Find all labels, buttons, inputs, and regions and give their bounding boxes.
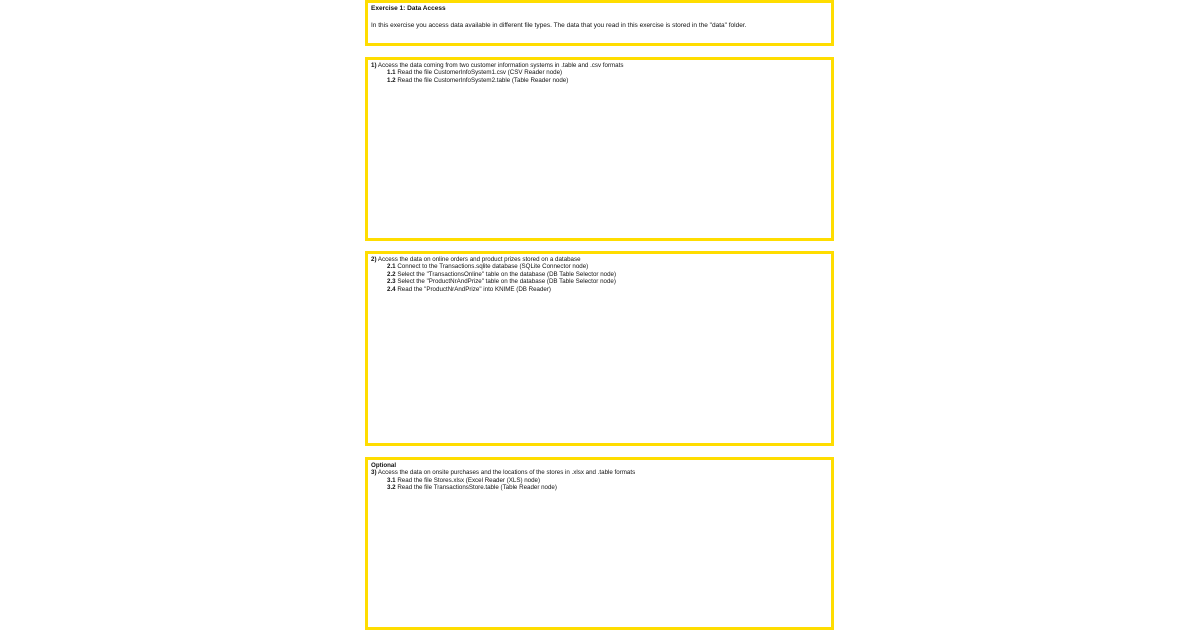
step2-text: Access the data on online orders and product prizes stored on a database	[377, 256, 581, 263]
step3-item-2: 3.2 Read the file TransactionsStore.table (Table Reader node)	[387, 484, 557, 492]
step2-item-1: 2.1 Connect to the Transactions.sqlite database (SQLite Connector node)	[387, 263, 589, 271]
exercise-title: Exercise 1: Data Access	[371, 5, 446, 12]
exercise-intro-text: In this exercise you access data available in different file types. The data that you read in this exercise is stored in the "data" folder.	[371, 21, 747, 29]
step2-heading	[371, 256, 828, 263]
step3-heading	[371, 469, 828, 476]
intro-annotation[interactable]	[365, 0, 834, 46]
step3-optional-label: Optional	[371, 462, 397, 469]
step2-annotation[interactable]	[365, 251, 834, 446]
step3-number: 3)	[371, 469, 377, 477]
step1-text: Access the data coming from two customer information systems in .table and .csv formats	[377, 62, 624, 69]
step2-item-3: 2.3 Select the "ProductNrAndPrize" table on the database (DB Table Selector node)	[387, 278, 616, 286]
step3-annotation[interactable]	[365, 457, 834, 630]
step1-item-1: 1.1 Read the file CustomerInfoSystem1.csv (CSV Reader node)	[387, 69, 563, 77]
step1-number: 1)	[371, 62, 377, 69]
step2-item-4: 2.4 Read the "ProductNrAndPrize" into KNIME (DB Reader)	[387, 285, 551, 293]
step1-annotation[interactable]	[365, 57, 834, 241]
step3-item-1: 3.1 Read the file Stores.xlsx (Excel Reader (XLS) node)	[387, 476, 541, 484]
step2-item-2: 2.2 Select the "TransactionsOnline" table on the database (DB Table Selector node)	[387, 270, 617, 278]
step3-text: Access the data on onsite purchases and the locations of the stores in .xlsx and .table formats	[377, 469, 636, 477]
step2-number: 2)	[371, 256, 377, 263]
step1-item-2: 1.2 Read the file CustomerInfoSystem2.table (Table Reader node)	[387, 76, 569, 84]
step1-heading	[371, 62, 828, 69]
